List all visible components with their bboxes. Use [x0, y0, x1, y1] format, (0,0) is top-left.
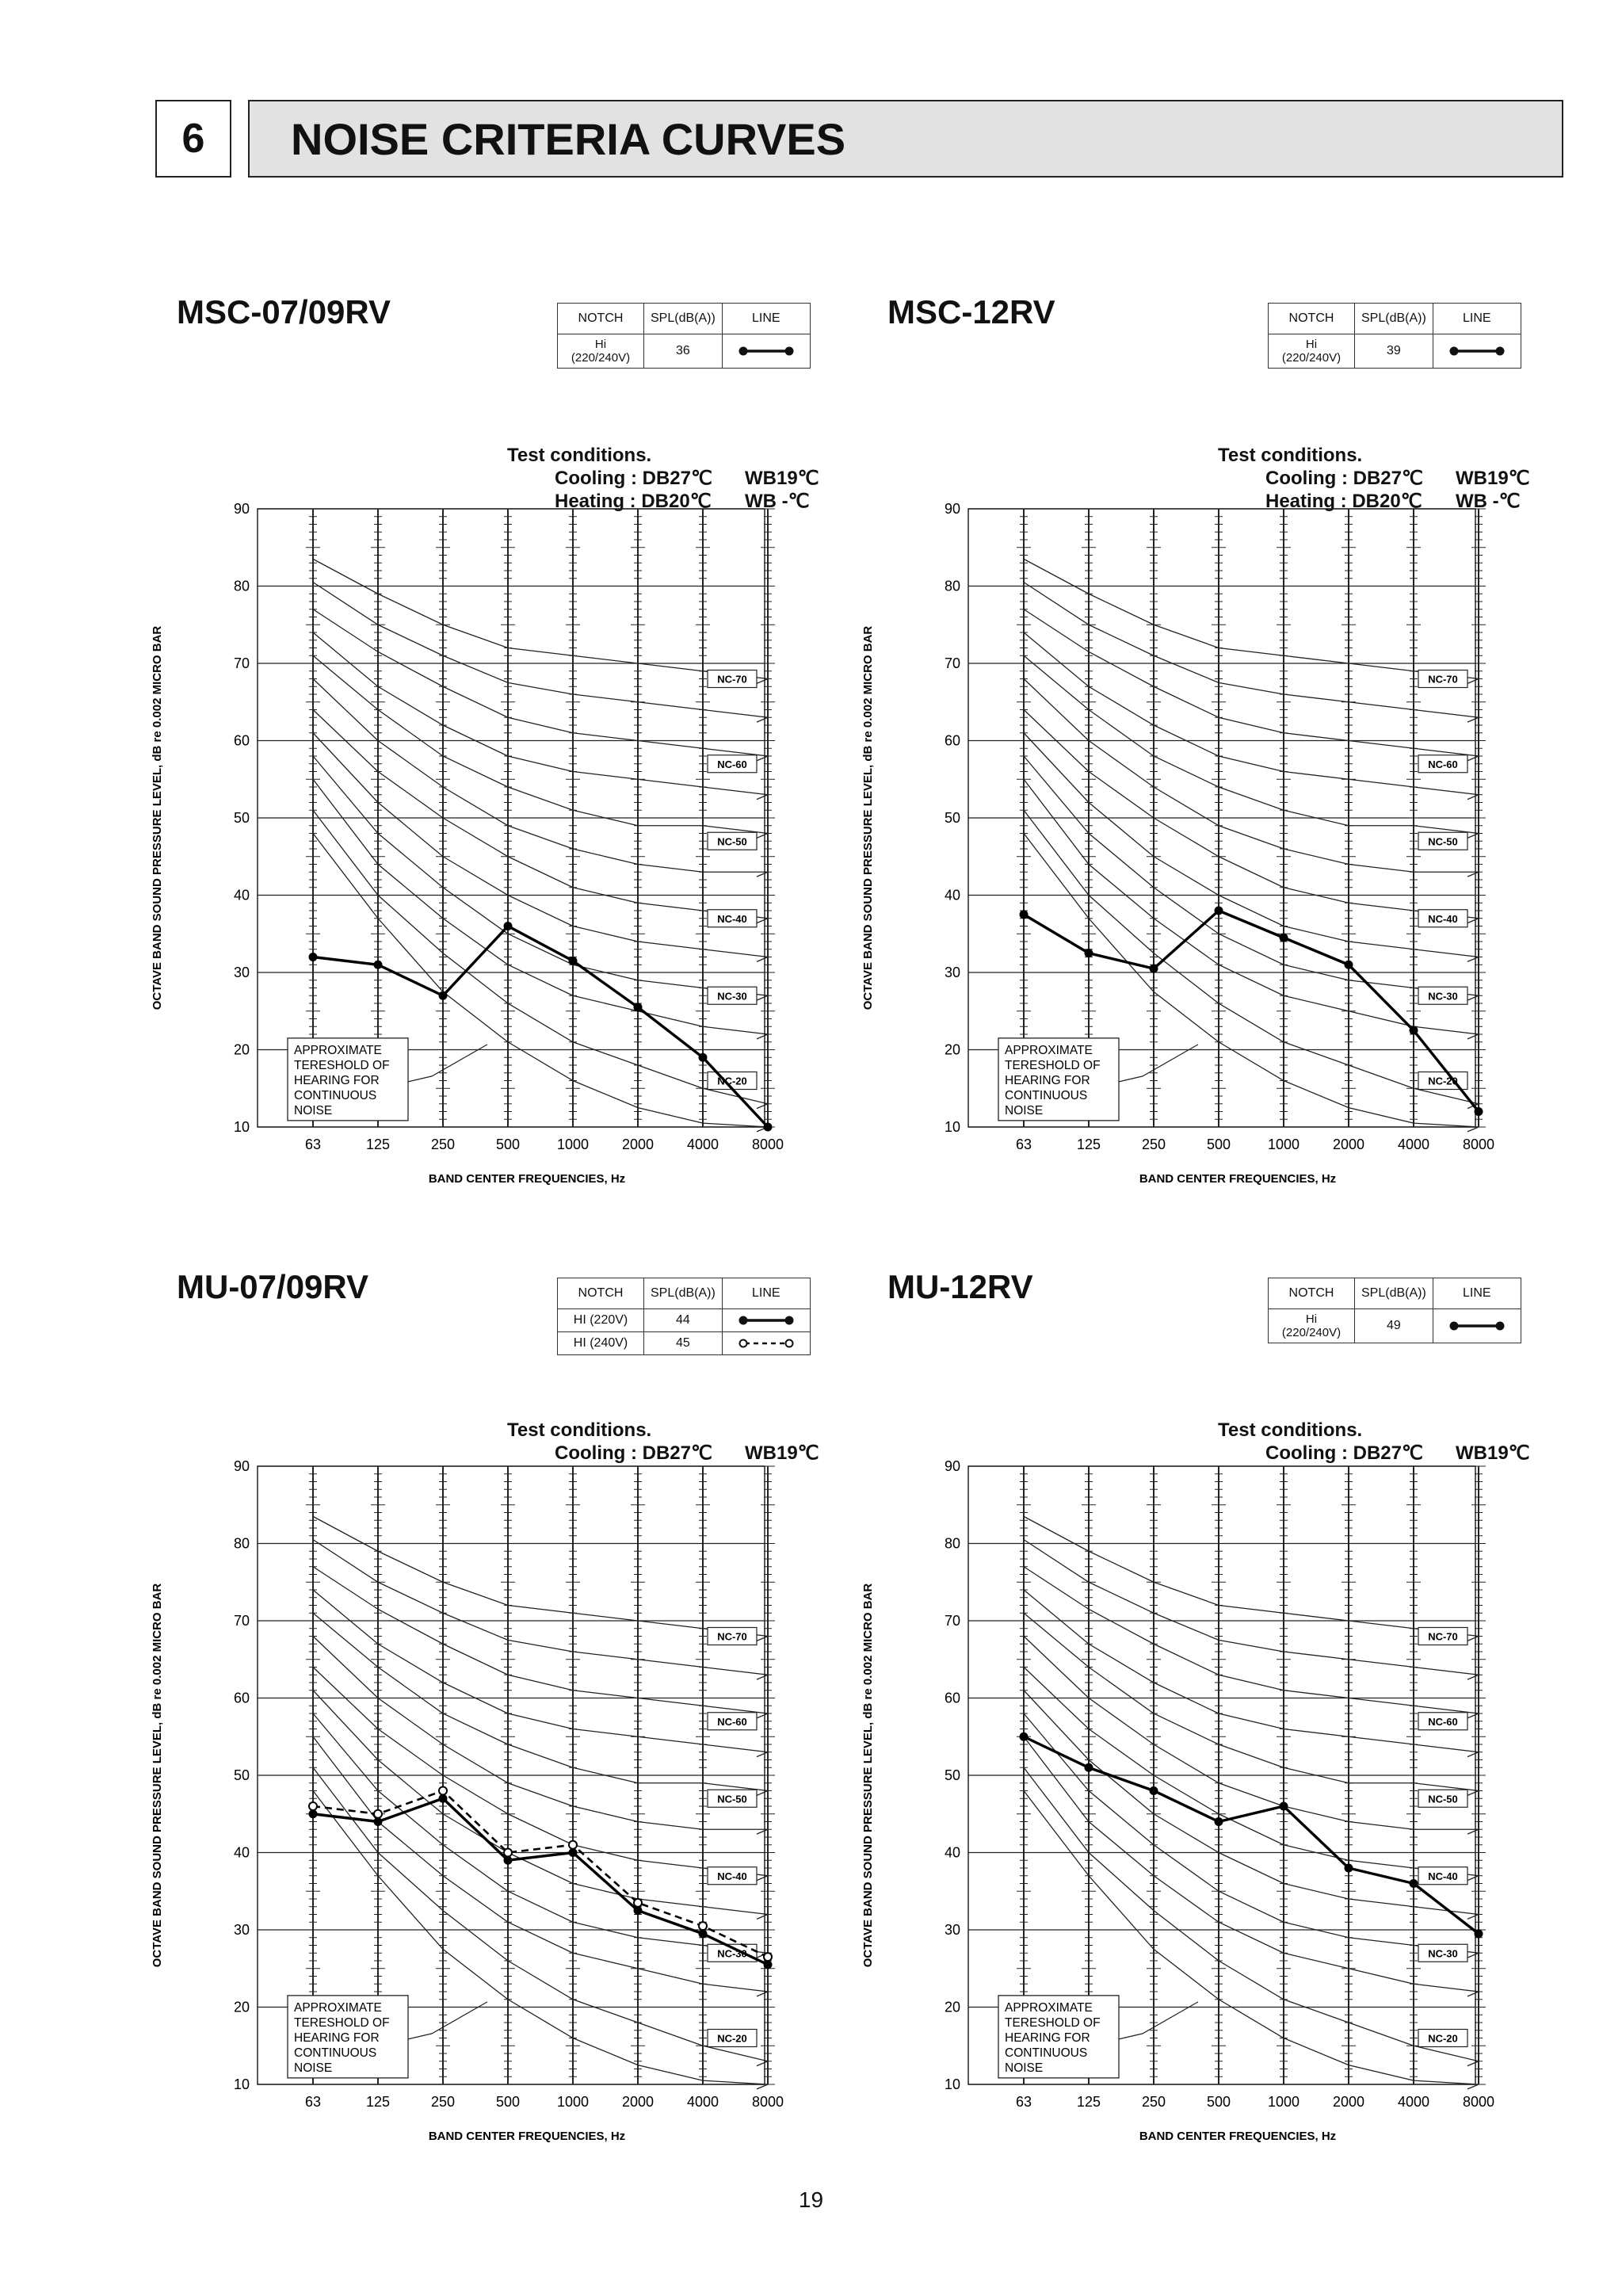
data-point-open [699, 1922, 707, 1930]
data-point [1345, 1864, 1353, 1873]
y-axis-label: OCTAVE BAND SOUND PRESSURE LEVEL, dB re 0.002 MICRO BAR [861, 1583, 875, 1968]
y-tick-label: 30 [233, 965, 250, 980]
data-point [1150, 1786, 1158, 1795]
nc-reference-curve [1024, 679, 1479, 877]
notch-text: HI (220V) [573, 1313, 628, 1327]
nc-label: NC-30 [717, 1947, 747, 1960]
y-tick-label: 80 [944, 578, 960, 594]
nc-reference-curve [1024, 559, 1479, 683]
y-tick-label: 10 [944, 1119, 960, 1135]
threshold-note-line: CONTINUOUS [294, 2046, 377, 2060]
y-tick-label: 40 [233, 1844, 250, 1861]
x-axis-label: BAND CENTER FREQUENCIES, Hz [428, 2130, 626, 2143]
threshold-note-line: HEARING FOR [1005, 1073, 1090, 1087]
x-axis-label: BAND CENTER FREQUENCIES, Hz [1139, 1172, 1337, 1186]
model-title: MSC-12RV [887, 293, 1055, 330]
notch-text: Hi [594, 338, 607, 351]
nc-label: NC-50 [1428, 835, 1458, 848]
threshold-note-line: TERESHOLD OF [294, 1058, 390, 1072]
spl-cell: 44 [644, 1309, 723, 1332]
nc-label: NC-50 [717, 1793, 747, 1805]
nc-reference-curve [313, 1567, 768, 1718]
x-tick-label: 8000 [1462, 2094, 1495, 2110]
x-tick-label: 2000 [1332, 2094, 1365, 2110]
nc-reference-curve [1024, 655, 1479, 838]
threshold-note-line: HEARING FOR [294, 2030, 380, 2045]
nc-label: NC-70 [1428, 673, 1458, 686]
y-axis-label: OCTAVE BAND SOUND PRESSURE LEVEL, dB re 0.002 MICRO BAR [151, 1583, 164, 1968]
nc-label: NC-20 [717, 1075, 747, 1087]
nc-reference-curve [313, 733, 768, 962]
x-tick-label: 4000 [686, 2094, 719, 2110]
table-header-line: LINE [722, 1278, 810, 1309]
nc-reference-curve [313, 1637, 768, 1835]
x-tick-label: 250 [1141, 2094, 1166, 2110]
test-conditions-title-row [507, 444, 808, 467]
table-header-spl: SPL(dB(A)) [644, 1278, 723, 1309]
condition-wb: WB -℃ [1456, 491, 1521, 512]
y-tick-label: 80 [944, 1535, 960, 1552]
solid-line-legend-icon [738, 343, 794, 359]
nc-reference-curve [1024, 710, 1479, 923]
x-tick-label: 250 [430, 2094, 456, 2110]
y-tick-label: 50 [944, 1767, 960, 1783]
noise-criteria-chart [139, 1450, 852, 2164]
data-point-open [569, 1841, 577, 1849]
nc-label: NC-40 [717, 912, 747, 925]
x-axis-label: BAND CENTER FREQUENCIES, Hz [1139, 2130, 1337, 2143]
test-conditions-title: Test conditions. [507, 445, 652, 466]
table-header-notch: NOTCH [558, 304, 644, 334]
data-point [1475, 1929, 1483, 1938]
y-tick-label: 60 [233, 1690, 250, 1706]
data-point [699, 1053, 708, 1062]
notch-text: Hi [1305, 1312, 1318, 1326]
y-tick-label: 10 [233, 1119, 250, 1135]
x-tick-label: 125 [365, 2094, 391, 2110]
test-conditions-title: Test conditions. [1218, 1419, 1363, 1441]
y-tick-label: 60 [944, 732, 960, 749]
x-tick-label: 2000 [621, 1137, 655, 1152]
x-tick-label: 63 [304, 1137, 322, 1152]
threshold-note-line: APPROXIMATE [294, 1043, 382, 1057]
test-conditions-title-row [1218, 444, 1519, 467]
y-tick-label: 70 [233, 1613, 250, 1629]
notch-cell [558, 1309, 644, 1332]
y-tick-label: 90 [944, 501, 960, 517]
table-header-spl: SPL(dB(A)) [1355, 304, 1433, 334]
table-header-notch: NOTCH [558, 1278, 644, 1309]
nc-label: NC-60 [717, 1715, 747, 1728]
noise-criteria-chart [849, 1450, 1563, 2164]
dashed-line-legend-icon [738, 1335, 794, 1351]
condition-db: Cooling : DB27℃ [1265, 1442, 1423, 1464]
condition-db: Cooling : DB27℃ [555, 1442, 712, 1464]
test-conditions-title-row [1218, 1419, 1519, 1442]
nc-reference-curve [313, 1690, 768, 1920]
y-tick-label: 80 [233, 1535, 250, 1552]
x-tick-label: 4000 [1397, 2094, 1430, 2110]
y-tick-label: 10 [233, 2076, 250, 2092]
x-axis-label: BAND CENTER FREQUENCIES, Hz [428, 1172, 626, 1186]
data-point [309, 953, 318, 961]
notch-table [557, 1278, 811, 1355]
nc-label: NC-40 [717, 1870, 747, 1882]
y-tick-label: 30 [944, 1922, 960, 1938]
x-tick-label: 1000 [1267, 2094, 1300, 2110]
panel-msc-07-09rv [151, 285, 915, 1205]
x-tick-label: 250 [430, 1137, 456, 1152]
notch-text: (220/240V) [1281, 351, 1341, 365]
data-point [1085, 1763, 1093, 1772]
notch-text: (220/240V) [1281, 1326, 1341, 1339]
nc-label: NC-20 [1428, 1075, 1458, 1087]
test-conditions-title: Test conditions. [1218, 445, 1363, 466]
notch-text: HI (240V) [573, 1336, 628, 1350]
condition-db: Heating : DB20℃ [1265, 491, 1422, 512]
nc-reference-curve [313, 559, 768, 683]
notch-cell [558, 1332, 644, 1355]
y-tick-label: 40 [944, 1844, 960, 1861]
x-tick-label: 500 [495, 2094, 521, 2110]
nc-reference-curve [1024, 756, 1479, 1003]
nc-label: NC-20 [717, 2032, 747, 2045]
line-cell [1433, 1309, 1521, 1343]
noise-criteria-chart [139, 493, 852, 1206]
data-point [504, 922, 513, 930]
spl-cell: 36 [644, 334, 723, 369]
threshold-note-line: NOISE [1005, 1103, 1044, 1117]
y-tick-label: 20 [944, 1999, 960, 2015]
x-tick-label: 500 [1206, 2094, 1231, 2110]
data-point [1280, 1802, 1288, 1811]
threshold-note-line: HEARING FOR [294, 1073, 380, 1087]
nc-label: NC-60 [717, 758, 747, 770]
data-point [1410, 1026, 1418, 1035]
data-point [634, 1003, 643, 1011]
nc-reference-curve [1024, 1668, 1479, 1881]
y-tick-label: 70 [944, 1613, 960, 1629]
nc-reference-curve [313, 1516, 768, 1641]
threshold-note-line: NOISE [1005, 2061, 1044, 2075]
x-tick-label: 8000 [1462, 1137, 1495, 1152]
data-point [1020, 910, 1029, 919]
y-tick-label: 20 [944, 1041, 960, 1058]
threshold-note-line: APPROXIMATE [294, 2000, 382, 2015]
threshold-note-line: CONTINUOUS [1005, 2046, 1088, 2060]
condition-db: Heating : DB20℃ [555, 491, 712, 512]
table-header-spl: SPL(dB(A)) [1355, 1278, 1433, 1309]
test-condition-row [507, 467, 819, 490]
data-point [1410, 1879, 1418, 1888]
nc-reference-curve [1024, 1637, 1479, 1835]
noise-criteria-chart [849, 493, 1563, 1206]
data-point [764, 1123, 773, 1132]
threshold-note-line: NOISE [294, 2061, 333, 2075]
y-tick-label: 30 [944, 965, 960, 980]
test-conditions-title-row [507, 1419, 808, 1442]
x-tick-label: 250 [1141, 1137, 1166, 1152]
data-point [1215, 1817, 1223, 1826]
x-tick-label: 4000 [686, 1137, 719, 1152]
y-tick-label: 20 [233, 1041, 250, 1058]
nc-reference-curve [1024, 1516, 1479, 1641]
y-tick-label: 40 [944, 887, 960, 904]
data-point [1280, 934, 1288, 942]
table-header-line: LINE [1433, 1278, 1521, 1309]
data-point [1020, 1733, 1029, 1741]
line-cell [722, 1309, 810, 1332]
panel-mu-12rv [861, 1260, 1622, 2179]
y-tick-label: 20 [233, 1999, 250, 2015]
threshold-note-line: TERESHOLD OF [1005, 2015, 1101, 2030]
y-tick-label: 40 [233, 887, 250, 904]
nc-reference-curve [1024, 1713, 1479, 1958]
table-header-line: LINE [1433, 304, 1521, 334]
notch-table [1268, 1278, 1521, 1343]
y-tick-label: 10 [944, 2076, 960, 2092]
solid-line-legend-icon [1449, 1318, 1505, 1334]
condition-wb: WB19℃ [745, 468, 819, 489]
y-axis-label: OCTAVE BAND SOUND PRESSURE LEVEL, dB re 0.002 MICRO BAR [861, 625, 875, 1010]
nc-reference-curve [1024, 609, 1479, 761]
spl-cell: 45 [644, 1332, 723, 1355]
nc-label: NC-70 [717, 673, 747, 686]
x-tick-label: 8000 [751, 1137, 784, 1152]
section-title-bar [248, 100, 1563, 178]
nc-label: NC-30 [717, 990, 747, 1003]
nc-label: NC-50 [1428, 1793, 1458, 1805]
x-tick-label: 63 [1015, 1137, 1032, 1152]
y-tick-label: 60 [944, 1690, 960, 1706]
condition-wb: WB -℃ [745, 491, 810, 512]
nc-reference-curve [1024, 733, 1479, 962]
y-tick-label: 90 [233, 1458, 250, 1474]
threshold-note-line: CONTINUOUS [1005, 1088, 1088, 1102]
notch-table [557, 303, 811, 369]
nc-reference-curve [1024, 1567, 1479, 1718]
data-point-open [504, 1849, 512, 1857]
nc-label: NC-40 [1428, 1870, 1458, 1882]
table-row [558, 334, 811, 369]
model-title: MSC-07/09RV [177, 293, 391, 330]
nc-reference-curve [313, 609, 768, 761]
page-number: 19 [798, 2187, 824, 2212]
model-title: MU-07/09RV [177, 1268, 368, 1305]
x-tick-label: 1000 [556, 1137, 590, 1152]
notch-text: Hi [1305, 338, 1318, 351]
y-tick-label: 80 [233, 578, 250, 594]
line-cell [1433, 334, 1521, 369]
nc-label: NC-60 [1428, 1715, 1458, 1728]
data-point-open [374, 1810, 382, 1818]
nc-reference-curve [313, 1613, 768, 1795]
data-point-open [634, 1899, 642, 1907]
y-tick-label: 30 [233, 1922, 250, 1938]
data-point-open [439, 1787, 447, 1795]
y-tick-label: 90 [233, 501, 250, 517]
panel-msc-12rv [861, 285, 1622, 1205]
nc-label: NC-30 [1428, 990, 1458, 1003]
threshold-note-line: NOISE [294, 1103, 333, 1117]
solid-line-legend-icon [738, 1312, 794, 1328]
table-header-spl: SPL(dB(A)) [644, 304, 723, 334]
data-point [1150, 965, 1158, 973]
nc-reference-curve [313, 679, 768, 877]
line-cell [722, 1332, 810, 1355]
test-condition-row [1218, 467, 1530, 490]
y-tick-label: 70 [944, 655, 960, 671]
condition-wb: WB19℃ [1456, 1442, 1530, 1464]
nc-label: NC-40 [1428, 912, 1458, 925]
nc-label: NC-20 [1428, 2032, 1458, 2045]
x-tick-label: 1000 [556, 2094, 590, 2110]
x-tick-label: 4000 [1397, 1137, 1430, 1152]
data-point [1345, 961, 1353, 969]
data-point [1475, 1107, 1483, 1116]
y-tick-label: 50 [233, 810, 250, 826]
x-tick-label: 125 [1076, 2094, 1101, 2110]
nc-label: NC-50 [717, 835, 747, 848]
table-header-notch: NOTCH [1269, 304, 1355, 334]
nc-label: NC-60 [1428, 758, 1458, 770]
spl-cell: 39 [1355, 334, 1433, 369]
test-conditions-title: Test conditions. [507, 1419, 652, 1441]
y-tick-label: 70 [233, 655, 250, 671]
y-tick-label: 50 [944, 810, 960, 826]
table-row [1269, 334, 1521, 369]
threshold-note-line: CONTINUOUS [294, 1088, 377, 1102]
x-tick-label: 1000 [1267, 1137, 1300, 1152]
x-tick-label: 63 [304, 2094, 322, 2110]
y-tick-label: 90 [944, 1458, 960, 1474]
panel-mu-07-09rv [151, 1260, 915, 2179]
data-point [1215, 907, 1223, 915]
y-tick-label: 50 [233, 1767, 250, 1783]
condition-wb: WB19℃ [1456, 468, 1530, 489]
x-tick-label: 8000 [751, 2094, 784, 2110]
data-point-open [309, 1802, 317, 1810]
model-title: MU-12RV [887, 1268, 1033, 1305]
notch-cell [1269, 1309, 1355, 1343]
x-tick-label: 2000 [1332, 1137, 1365, 1152]
x-tick-label: 500 [495, 1137, 521, 1152]
table-row [558, 1332, 811, 1355]
condition-wb: WB19℃ [745, 1442, 819, 1464]
data-point [439, 991, 448, 1000]
data-point [1085, 949, 1093, 957]
section-number: 6 [155, 100, 231, 178]
threshold-note-line: APPROXIMATE [1005, 1043, 1093, 1057]
x-tick-label: 500 [1206, 1137, 1231, 1152]
nc-label: NC-70 [717, 1630, 747, 1643]
condition-db: Cooling : DB27℃ [1265, 468, 1423, 489]
data-point [569, 957, 578, 965]
notch-text: (220/240V) [571, 351, 631, 365]
table-header-line: LINE [722, 304, 810, 334]
nc-label: NC-70 [1428, 1630, 1458, 1643]
notch-cell [558, 334, 644, 369]
nc-reference-curve [313, 710, 768, 923]
table-row [1269, 1309, 1521, 1343]
nc-reference-curve [313, 655, 768, 838]
x-tick-label: 125 [365, 1137, 391, 1152]
data-point-open [764, 1953, 772, 1961]
data-point [374, 961, 383, 969]
x-tick-label: 125 [1076, 1137, 1101, 1152]
spl-cell: 49 [1355, 1309, 1433, 1343]
condition-db: Cooling : DB27℃ [555, 468, 712, 489]
threshold-note-line: TERESHOLD OF [1005, 1058, 1101, 1072]
threshold-note-line: HEARING FOR [1005, 2030, 1090, 2045]
x-tick-label: 2000 [621, 2094, 655, 2110]
threshold-note-line: APPROXIMATE [1005, 2000, 1093, 2015]
notch-table [1268, 303, 1521, 369]
notch-cell [1269, 334, 1355, 369]
solid-line-legend-icon [1449, 343, 1505, 359]
y-tick-label: 60 [233, 732, 250, 749]
table-header-notch: NOTCH [1269, 1278, 1355, 1309]
section-title: NOISE CRITERIA CURVES [291, 113, 846, 164]
x-tick-label: 63 [1015, 2094, 1032, 2110]
line-cell [722, 334, 810, 369]
table-row [558, 1309, 811, 1332]
nc-reference-curve [313, 1713, 768, 1958]
threshold-note-line: TERESHOLD OF [294, 2015, 390, 2030]
nc-reference-curve [313, 1668, 768, 1881]
y-axis-label: OCTAVE BAND SOUND PRESSURE LEVEL, dB re 0.002 MICRO BAR [151, 625, 164, 1010]
nc-label: NC-30 [1428, 1947, 1458, 1960]
